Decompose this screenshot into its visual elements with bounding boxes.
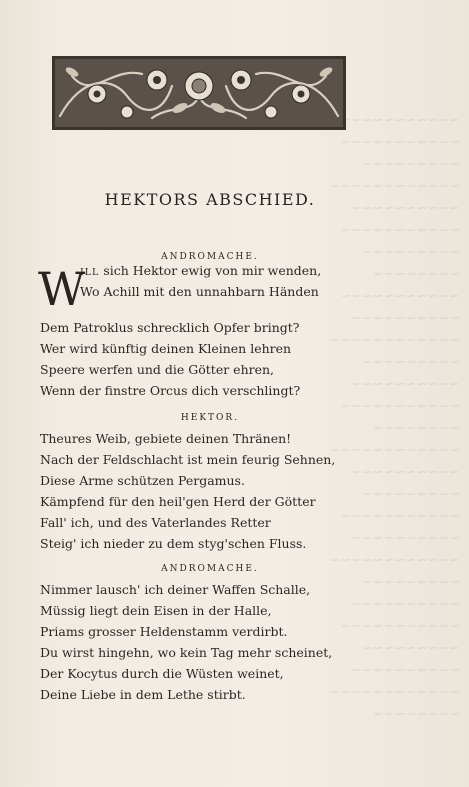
verse-line: Dem Patroklus schrecklich Opfer bringt? <box>40 320 300 335</box>
drop-cap: W <box>38 262 86 316</box>
speaker-heading: HEKTOR. <box>180 413 240 423</box>
verse-line: Nimmer lausch' ich deiner Waffen Schalle, <box>40 582 311 597</box>
verse-line: Müssig liegt dein Eisen in der Halle, <box>40 603 272 618</box>
stanza-1-lines <box>40 317 360 401</box>
verse-line: Kämpfend für den heil'gen Herd der Götter <box>40 494 316 509</box>
verse-line: Priams grosser Heldenstamm verdirbt. <box>40 624 288 639</box>
speaker-heading: ANDROMACHE. <box>161 564 259 574</box>
verse-line: Wo Achill mit den unnahbarn Händen <box>80 284 319 299</box>
verse-line: Nach der Feldschlacht ist mein feurig Sehnen, <box>40 452 336 467</box>
first-verse-line <box>80 263 321 278</box>
verse-line: Wer wird künftig deinen Kleinen lehren <box>40 341 292 356</box>
first-line-rest: sich Hektor ewig von mir wenden, <box>99 263 322 278</box>
stanza-3-lines <box>40 579 360 705</box>
first-line-smallcaps: ILL <box>80 267 100 278</box>
floral-headpiece-ornament <box>52 56 346 130</box>
speaker-heading: ANDROMACHE. <box>161 252 259 262</box>
show-through-texture: ~~~~~~~~~~~~ ~~~~~~~~~~~ ~~~~~~~~~ ~~~~~~~~~~~~ ~~~~~~~~~~ ~~~~~~~~~~~ ~~~~~~~~~ ~~~~~~~~ ~~~~~~~~~~~ ~~~~~~~~~~ ~~~~~~~~~~~~ ~~~~~~~~~ ~~~~~~~~~~ ~~~~~~~~~~~ ~~~~~~~~ ~~~~~~~~~~~~ ~~~~~~~~~~ ~~~~~~~~~ ~~~~~~~~~~~ ~~~~~~~~~~ ~~~~~~~~~~~~ ~~~~~~~~~ ~~~~~~~~~~ ~~~~~~~~~~~ ~~~~~~~~~ ~~~~~~~~~~ ~~~~~~~~~~~~ ~~~~~~~~ <box>329 113 460 722</box>
verse-line: Wenn der finstre Orcus dich verschlingt? <box>40 383 301 398</box>
verse-line: Speere werfen und die Götter ehren, <box>40 362 275 377</box>
stanza-2-lines <box>40 428 360 554</box>
verse-line: Du wirst hingehn, wo kein Tag mehr scheinet, <box>40 645 333 660</box>
verse-line: Deine Liebe in dem Lethe stirbt. <box>40 687 246 702</box>
verse-line: Diese Arme schützen Pergamus. <box>40 473 245 488</box>
verse-line: Fall' ich, und des Vaterlandes Retter <box>40 515 271 530</box>
verse-line: Steig' ich nieder zu dem styg'schen Fluss. <box>40 536 307 551</box>
poem-title: HEKTORS ABSCHIED. <box>104 190 316 209</box>
verse-line: Theures Weib, gebiete deinen Thränen! <box>40 431 292 446</box>
verse-line: Der Kocytus durch die Wüsten weinet, <box>40 666 284 681</box>
